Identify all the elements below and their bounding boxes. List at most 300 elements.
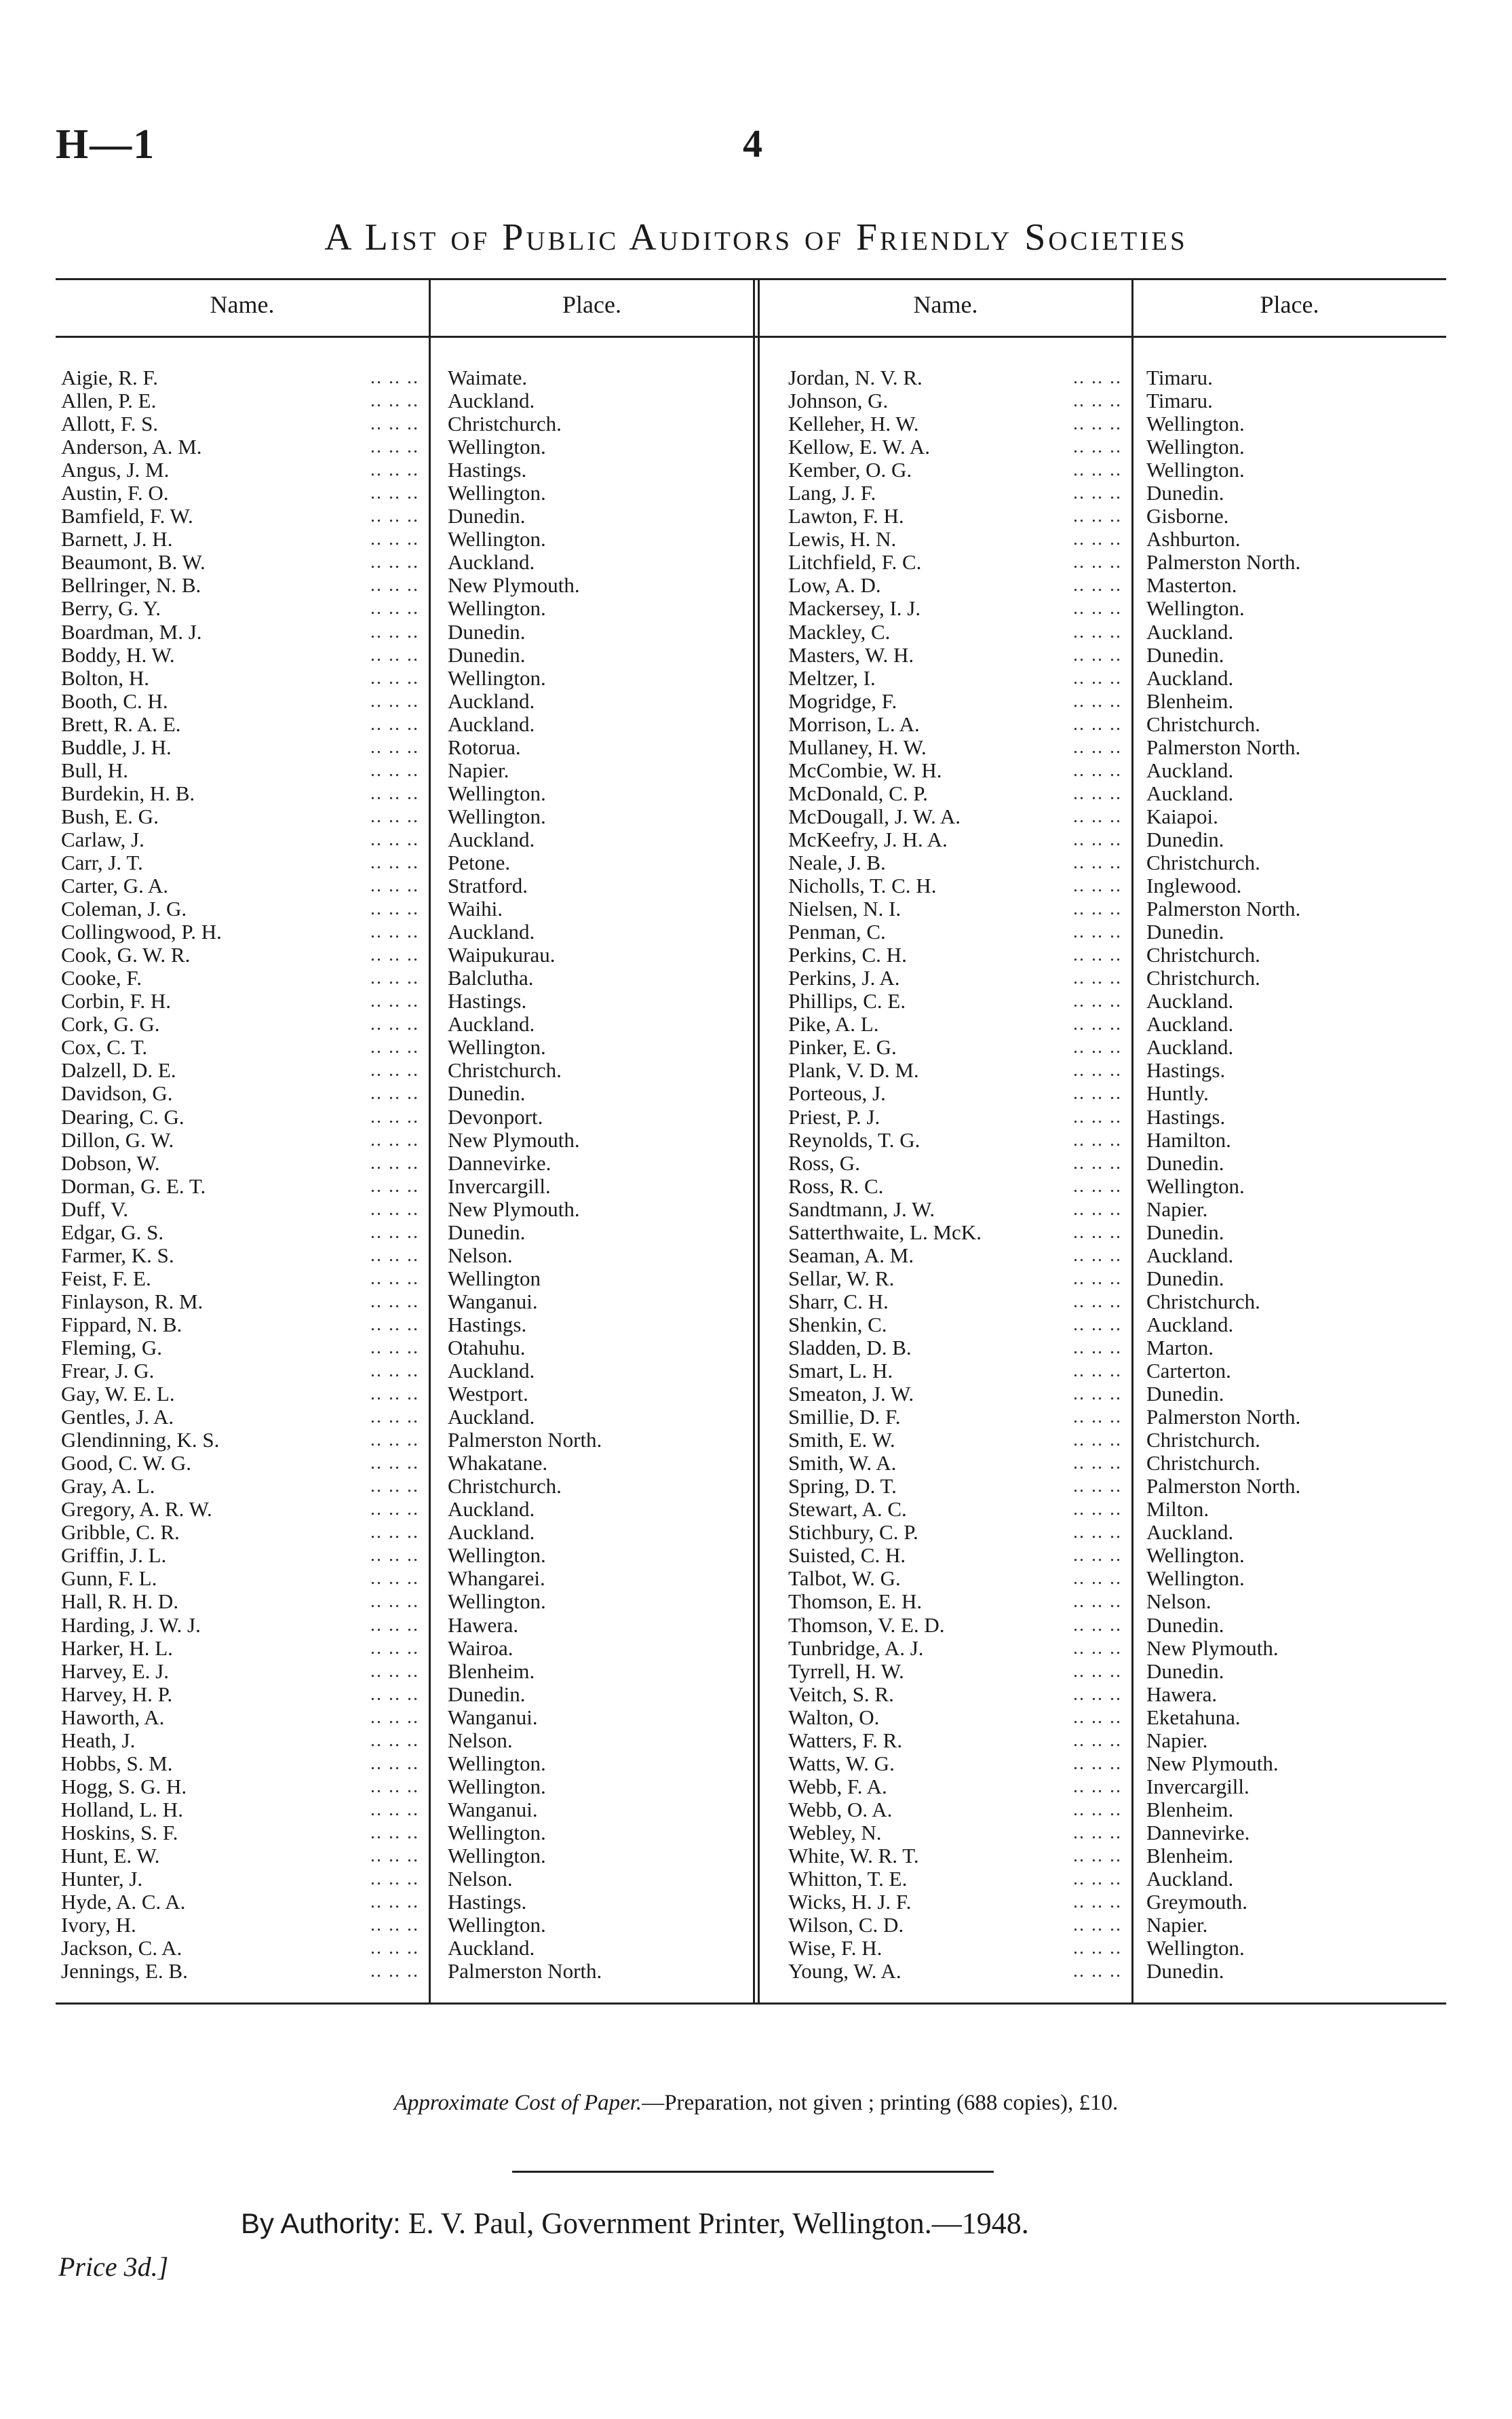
list-item-name (788, 1752, 1122, 1775)
leader-dots: .. .. .. (370, 944, 419, 966)
leader-dots: .. .. .. (1073, 436, 1122, 458)
auditor-place: Auckland. (1146, 1243, 1234, 1267)
auditor-place: Wellington. (448, 1820, 546, 1844)
list-item-name (61, 528, 419, 551)
leader-dots: .. .. .. (1073, 551, 1122, 573)
auditor-place: Wellington. (448, 1751, 546, 1775)
leader-dots: .. .. .. (1073, 1013, 1122, 1035)
auditor-name: Gay, W. E. L. (61, 1382, 179, 1406)
list-item-name (788, 1359, 1122, 1382)
list-item-name (788, 851, 1122, 874)
list-item-name (788, 1313, 1122, 1336)
auditor-place: Wellington. (1146, 1936, 1245, 1960)
leader-dots: .. .. .. (1073, 921, 1122, 943)
left-name-header: Name. (210, 291, 275, 318)
leader-dots: .. .. .. (1073, 990, 1122, 1012)
list-item-name (788, 574, 1122, 597)
list-item-name (61, 621, 419, 644)
auditor-place: Napier. (1146, 1728, 1208, 1752)
auditor-place: Palmerston North. (1146, 897, 1301, 921)
auditor-place: Christchurch. (1146, 943, 1260, 967)
auditor-name: Veitch, S. R. (788, 1683, 898, 1706)
leader-dots: .. .. .. (1073, 1522, 1122, 1543)
auditor-place: Waihi. (448, 897, 503, 921)
leader-dots: .. .. .. (1073, 1752, 1122, 1774)
auditor-name: Kelleher, H. W. (788, 412, 923, 436)
authority-text: E. V. Paul, Government Printer, Wellington.—1948. (408, 2207, 1029, 2240)
auditor-name: Harker, H. L. (61, 1637, 177, 1660)
leader-dots: .. .. .. (1073, 1429, 1122, 1451)
leader-dots: .. .. .. (370, 436, 419, 458)
list-item-name (61, 1683, 419, 1706)
list-item-name (788, 782, 1122, 805)
leader-dots: .. .. .. (1073, 1198, 1122, 1220)
list-item-name (788, 1290, 1122, 1313)
leader-dots: .. .. .. (1073, 598, 1122, 619)
auditor-name: Satterthwaite, L. McK. (788, 1221, 986, 1244)
leader-dots: .. .. .. (370, 1129, 419, 1150)
page-title: A List of Public Auditors of Friendly Societies (324, 216, 1188, 258)
list-item-name (788, 690, 1122, 713)
leader-dots: .. .. .. (370, 1868, 419, 1890)
list-item-name (788, 1937, 1122, 1960)
auditor-name: Ross, G. (788, 1152, 864, 1175)
leader-dots: .. .. .. (1073, 459, 1122, 481)
leader-dots: .. .. .. (370, 690, 419, 712)
list-item-name (61, 1868, 419, 1891)
auditor-name: Hyde, A. C. A. (61, 1891, 189, 1914)
list-item-name (788, 1544, 1122, 1567)
auditor-name: Wilson, C. D. (788, 1914, 908, 1937)
auditor-place: Napier. (1146, 1197, 1208, 1221)
auditor-name: McCombie, W. H. (788, 759, 946, 782)
auditor-name: Bellringer, N. B. (61, 574, 205, 597)
auditor-name: Smeaton, J. W. (788, 1382, 918, 1406)
list-item-name (61, 1752, 419, 1775)
table-header-rule (56, 336, 1446, 338)
auditor-place: Dunedin. (448, 504, 526, 528)
auditor-name: Mackley, C. (788, 621, 894, 644)
auditor-name: Harvey, H. P. (61, 1683, 176, 1706)
auditor-place: Otahuhu. (448, 1335, 526, 1359)
auditor-place: Wellington. (1146, 1543, 1245, 1568)
leader-dots: .. .. .. (1073, 1083, 1122, 1104)
list-item-name (788, 1336, 1122, 1359)
list-item-name (61, 1198, 419, 1221)
list-item-name (61, 505, 419, 528)
auditor-name: Edgar, G. S. (61, 1221, 168, 1244)
leader-dots: .. .. .. (370, 413, 419, 435)
list-item-name (61, 574, 419, 597)
auditor-place: Wellington. (1146, 596, 1245, 621)
leader-dots: .. .. .. (1073, 736, 1122, 758)
auditor-name: Beaumont, B. W. (61, 551, 210, 574)
auditor-name: Stichbury, C. P. (788, 1521, 923, 1544)
auditor-name: Kember, O. G. (788, 459, 916, 482)
list-item-name (61, 1221, 419, 1244)
list-item-name (61, 1152, 419, 1175)
list-item-name (61, 1567, 419, 1590)
auditor-name: Cooke, F. (61, 967, 146, 990)
leader-dots: .. .. .. (1073, 1129, 1122, 1150)
auditor-place: Auckland. (1146, 619, 1234, 644)
auditor-place: Balclutha. (448, 966, 534, 990)
leader-dots: .. .. .. (370, 1406, 419, 1428)
leader-dots: .. .. .. (370, 1775, 419, 1797)
auditor-name: McDougall, J. W. A. (788, 805, 965, 828)
list-item-name (788, 1382, 1122, 1406)
auditor-name: Penman, C. (788, 921, 890, 944)
leader-dots: .. .. .. (1073, 390, 1122, 412)
list-item-name (788, 1452, 1122, 1475)
auditor-name: Jackson, C. A. (61, 1937, 186, 1960)
auditor-name: Dillon, G. W. (61, 1129, 178, 1152)
auditor-place: Wellington. (448, 596, 546, 621)
leader-dots: .. .. .. (1073, 1914, 1122, 1936)
auditor-place: Wellington (448, 1266, 541, 1290)
auditor-place: Hastings. (1146, 1058, 1226, 1083)
leader-dots: .. .. .. (1073, 713, 1122, 735)
auditor-place: Palmerston North. (1146, 1405, 1301, 1429)
leader-dots: .. .. .. (370, 1706, 419, 1728)
list-item-name (61, 1244, 419, 1267)
list-item-name (61, 805, 419, 828)
list-item-name (788, 967, 1122, 990)
auditor-name: Hoskins, S. F. (61, 1821, 182, 1844)
auditor-name: Morrison, L. A. (788, 713, 924, 736)
auditor-place: Dunedin. (1146, 827, 1224, 851)
auditor-place: Wellington. (448, 1589, 546, 1614)
list-item-name (788, 1521, 1122, 1544)
auditor-place: Waimate. (448, 366, 528, 389)
auditor-name: Anderson, A. M. (61, 436, 206, 459)
leader-dots: .. .. .. (1073, 1591, 1122, 1612)
auditor-place: Dunedin. (448, 1682, 526, 1706)
auditor-name: Seaman, A. M. (788, 1244, 918, 1267)
auditor-name: Whitton, T. E. (788, 1868, 911, 1891)
leader-dots: .. .. .. (370, 782, 419, 804)
list-item-name (788, 1706, 1122, 1729)
auditor-name: Boardman, M. J. (61, 621, 206, 644)
auditor-name: Pike, A. L. (788, 1013, 883, 1036)
auditor-name: Stewart, A. C. (788, 1498, 911, 1521)
auditor-name: Barnett, J. H. (61, 528, 176, 551)
leader-dots: .. .. .. (1073, 1706, 1122, 1728)
list-item-name (61, 782, 419, 805)
leader-dots: .. .. .. (1073, 1360, 1122, 1382)
auditor-name: Jordan, N. V. R. (788, 366, 927, 389)
auditor-name: Bamfield, F. W. (61, 505, 197, 528)
auditor-place: Hamilton. (1146, 1127, 1231, 1152)
auditor-name: Webb, F. A. (788, 1775, 891, 1798)
auditor-name: Heath, J. (61, 1729, 139, 1752)
leader-dots: .. .. .. (370, 898, 419, 920)
auditor-place: Hawera. (448, 1612, 519, 1637)
auditor-name: Berry, G. Y. (61, 597, 165, 620)
list-item-name (61, 644, 419, 667)
auditor-place: Christchurch. (1146, 1428, 1260, 1452)
list-item-name (61, 1660, 419, 1683)
leader-dots: .. .. .. (1073, 1868, 1122, 1890)
auditor-name: Gentles, J. A. (61, 1406, 178, 1429)
auditor-name: Nielsen, N. I. (788, 897, 905, 921)
list-item-name (61, 1082, 419, 1105)
list-item-name (61, 851, 419, 874)
auditor-name: Sladden, D. B. (788, 1336, 916, 1359)
leader-dots: .. .. .. (370, 1498, 419, 1520)
list-item-name (61, 1798, 419, 1821)
auditor-place: Dunedin. (1146, 1266, 1224, 1290)
list-item-name (788, 412, 1122, 436)
auditor-name: Good, C. W. G. (61, 1452, 195, 1475)
auditor-name: Fippard, N. B. (61, 1313, 186, 1336)
leader-dots: .. .. .. (1073, 1821, 1122, 1843)
auditor-place: Dunedin. (1146, 1659, 1224, 1683)
auditor-place: Wellington. (448, 665, 546, 690)
list-item-name (788, 1844, 1122, 1868)
list-item-name (61, 828, 419, 851)
auditor-place: Auckland. (448, 550, 535, 575)
list-item-name (61, 1498, 419, 1521)
auditor-place: Wellington. (448, 1035, 546, 1060)
leader-dots: .. .. .. (1073, 367, 1122, 388)
leader-dots: .. .. .. (370, 1083, 419, 1104)
auditor-name: Harvey, E. J. (61, 1660, 173, 1683)
list-item-name (61, 482, 419, 505)
auditor-place: Auckland. (1146, 1012, 1234, 1037)
authority-rule (512, 2171, 994, 2173)
leader-dots: .. .. .. (370, 575, 419, 596)
cost-label: Approximate Cost of Paper. (393, 2091, 642, 2115)
auditor-place: Christchurch. (1146, 712, 1260, 736)
auditor-place: Christchurch. (1146, 1451, 1260, 1475)
leader-dots: .. .. .. (1073, 1383, 1122, 1405)
auditor-place: Wellington. (1146, 458, 1245, 482)
auditor-name: Lewis, H. N. (788, 528, 900, 551)
auditor-name: Smillie, D. F. (788, 1406, 904, 1429)
cost-text: —Preparation, not given ; printing (688 copies), £10. (642, 2091, 1119, 2115)
auditor-name: Allen, P. E. (61, 389, 160, 412)
auditor-place: Blenheim. (1146, 1844, 1234, 1868)
leader-dots: .. .. .. (1073, 1960, 1122, 1982)
auditor-place: Dannevirke. (448, 1150, 551, 1175)
leader-dots: .. .. .. (1073, 1106, 1122, 1127)
auditor-name: Hogg, S. G. H. (61, 1775, 191, 1798)
list-item-name (788, 597, 1122, 620)
auditor-name: Frear, J. G. (61, 1359, 158, 1382)
auditor-name: Mogridge, F. (788, 690, 901, 713)
auditor-place: Dunedin. (448, 619, 526, 644)
list-item-name (61, 1359, 419, 1382)
list-item-name (788, 528, 1122, 551)
list-item-name (788, 1821, 1122, 1844)
auditor-place: Dunedin. (1146, 1220, 1224, 1244)
list-item-name (788, 1059, 1122, 1082)
auditor-name: Cox, C. T. (61, 1036, 151, 1059)
auditor-place: Stratford. (448, 874, 528, 898)
auditor-place: Gisborne. (1146, 504, 1229, 528)
list-item-name (61, 1129, 419, 1152)
auditor-place: Wellington. (448, 435, 546, 459)
auditor-name: Dobson, W. (61, 1152, 164, 1175)
auditor-name: Spring, D. T. (788, 1475, 901, 1498)
auditor-name: Dorman, G. E. T. (61, 1175, 210, 1198)
leader-dots: .. .. .. (370, 1614, 419, 1636)
auditor-name: Hunt, E. W. (61, 1844, 164, 1868)
auditor-name: Plank, V. D. M. (788, 1059, 923, 1082)
list-item-name (788, 1175, 1122, 1198)
list-item-name (788, 667, 1122, 690)
auditor-place: Palmerston North. (1146, 1474, 1301, 1498)
auditor-name: Booth, C. H. (61, 690, 172, 713)
list-item-name (61, 1036, 419, 1059)
left-place-column (448, 366, 746, 1983)
list-item-name (61, 1960, 419, 1983)
leader-dots: .. .. .. (370, 1267, 419, 1289)
list-item-name (788, 389, 1122, 412)
auditor-name: Angus, J. M. (61, 459, 173, 482)
auditor-name: Cook, G. W. R. (61, 944, 194, 967)
list-item-name (788, 1914, 1122, 1937)
list-item-name (788, 1036, 1122, 1059)
document-code: H—1 (56, 121, 156, 168)
price-note: Price 3d.] (58, 2251, 169, 2282)
auditor-name: Finlayson, R. M. (61, 1290, 207, 1313)
leader-dots: .. .. .. (1073, 413, 1122, 435)
leader-dots: .. .. .. (370, 1937, 419, 1959)
auditor-place: Auckland. (448, 1936, 535, 1960)
leader-dots: .. .. .. (370, 1637, 419, 1659)
list-item-name (788, 1406, 1122, 1429)
auditor-place: New Plymouth. (448, 573, 580, 598)
leader-dots: .. .. .. (370, 805, 419, 827)
auditor-name: Sellar, W. R. (788, 1267, 898, 1290)
auditor-name: Dearing, C. G. (61, 1106, 189, 1129)
list-item-name (61, 412, 419, 436)
auditor-name: Priest, P. J. (788, 1106, 884, 1129)
leader-dots: .. .. .. (1073, 1891, 1122, 1913)
leader-dots: .. .. .. (1073, 1498, 1122, 1520)
auditor-name: Talbot, W. G. (788, 1567, 905, 1590)
list-item-name (788, 482, 1122, 505)
auditor-place: Christchurch. (1146, 966, 1260, 990)
leader-dots: .. .. .. (370, 1683, 419, 1705)
auditor-place: Marton. (1146, 1335, 1214, 1359)
list-item-name (788, 1498, 1122, 1521)
list-item-name (61, 1775, 419, 1798)
auditor-name: Collingwood, P. H. (61, 921, 226, 944)
auditor-name: Hobbs, S. M. (61, 1752, 177, 1775)
auditor-place: Dunedin. (1146, 1612, 1224, 1637)
list-item-name (788, 1267, 1122, 1290)
leader-dots: .. .. .. (1073, 1060, 1122, 1081)
leader-dots: .. .. .. (1073, 1683, 1122, 1705)
list-item-name (61, 1059, 419, 1082)
auditor-place: Dunedin. (1146, 1959, 1224, 1983)
auditor-name: Gregory, A. R. W. (61, 1498, 216, 1521)
auditor-place: Timaru. (1146, 366, 1213, 389)
leader-dots: .. .. .. (1073, 1729, 1122, 1751)
list-item-name (788, 505, 1122, 528)
auditor-name: Griffin, J. L. (61, 1544, 170, 1567)
leader-dots: .. .. .. (1073, 1244, 1122, 1266)
leader-dots: .. .. .. (370, 1568, 419, 1589)
list-item-name (61, 1313, 419, 1336)
auditor-name: Phillips, C. E. (788, 990, 910, 1013)
auditor-name: Low, A. D. (788, 574, 885, 597)
list-item-name (788, 1106, 1122, 1129)
auditor-place: Wellington. (1146, 435, 1245, 459)
list-item-name (61, 1937, 419, 1960)
auditor-place: Nelson. (448, 1728, 513, 1752)
leader-dots: .. .. .. (370, 1290, 419, 1312)
list-item-name (788, 1660, 1122, 1683)
list-item-name (61, 1452, 419, 1475)
leader-dots: .. .. .. (370, 828, 419, 850)
leader-dots: .. .. .. (1073, 875, 1122, 897)
auditor-name: Lang, J. F. (788, 482, 880, 505)
auditor-name: McDonald, C. P. (788, 782, 932, 805)
auditor-name: Porteous, J. (788, 1082, 890, 1105)
auditor-place: Wanganui. (448, 1289, 538, 1313)
right-name-header: Name. (913, 291, 978, 318)
list-item-name (788, 897, 1122, 921)
leader-dots: .. .. .. (1073, 851, 1122, 873)
auditor-name: Carr, J. T. (61, 851, 147, 874)
list-item-name (788, 1013, 1122, 1036)
auditor-place: Auckland. (448, 689, 535, 713)
auditor-name: Young, W. A. (788, 1960, 906, 1983)
list-item-name (61, 1106, 419, 1129)
leader-dots: .. .. .. (370, 967, 419, 989)
list-item-name (788, 1891, 1122, 1914)
list-item-name (61, 1821, 419, 1844)
list-item-name (61, 366, 419, 389)
auditor-place: Invercargill. (1146, 1774, 1249, 1798)
auditor-name: Bush, E. G. (61, 805, 163, 828)
auditor-place: Auckland. (1146, 665, 1234, 690)
auditor-name: Jennings, E. B. (61, 1960, 192, 1983)
leader-dots: .. .. .. (370, 1914, 419, 1936)
auditor-place: Dunedin. (448, 1081, 526, 1106)
auditor-name: Reynolds, T. G. (788, 1129, 924, 1152)
auditor-place: Nelson. (1146, 1589, 1211, 1614)
auditor-place: Wellington. (448, 804, 546, 828)
auditor-place: Blenheim. (1146, 1797, 1234, 1821)
auditor-place: Christchurch. (1146, 1289, 1260, 1313)
leader-dots: .. .. .. (370, 1729, 419, 1751)
auditor-place: Milton. (1146, 1497, 1209, 1522)
list-item-name (61, 1544, 419, 1567)
leader-dots: .. .. .. (370, 1175, 419, 1197)
list-item-name (61, 921, 419, 944)
column-divider-center-double (758, 278, 760, 2002)
leader-dots: .. .. .. (1073, 1037, 1122, 1058)
leader-dots: .. .. .. (1073, 782, 1122, 804)
auditor-name: Coleman, J. G. (61, 897, 191, 921)
list-item-name (788, 1475, 1122, 1498)
list-item-name (788, 621, 1122, 644)
auditor-name: Lawton, F. H. (788, 505, 908, 528)
right-place-header: Place. (1260, 291, 1319, 318)
auditor-name: Mackersey, I. J. (788, 597, 925, 620)
auditor-name: Allott, F. S. (61, 412, 162, 436)
auditor-place: Auckland. (448, 1520, 535, 1545)
auditor-name: Perkins, J. A. (788, 967, 904, 990)
auditor-name: Suisted, C. H. (788, 1544, 910, 1567)
list-item-name (788, 1729, 1122, 1752)
leader-dots: .. .. .. (370, 1383, 419, 1405)
